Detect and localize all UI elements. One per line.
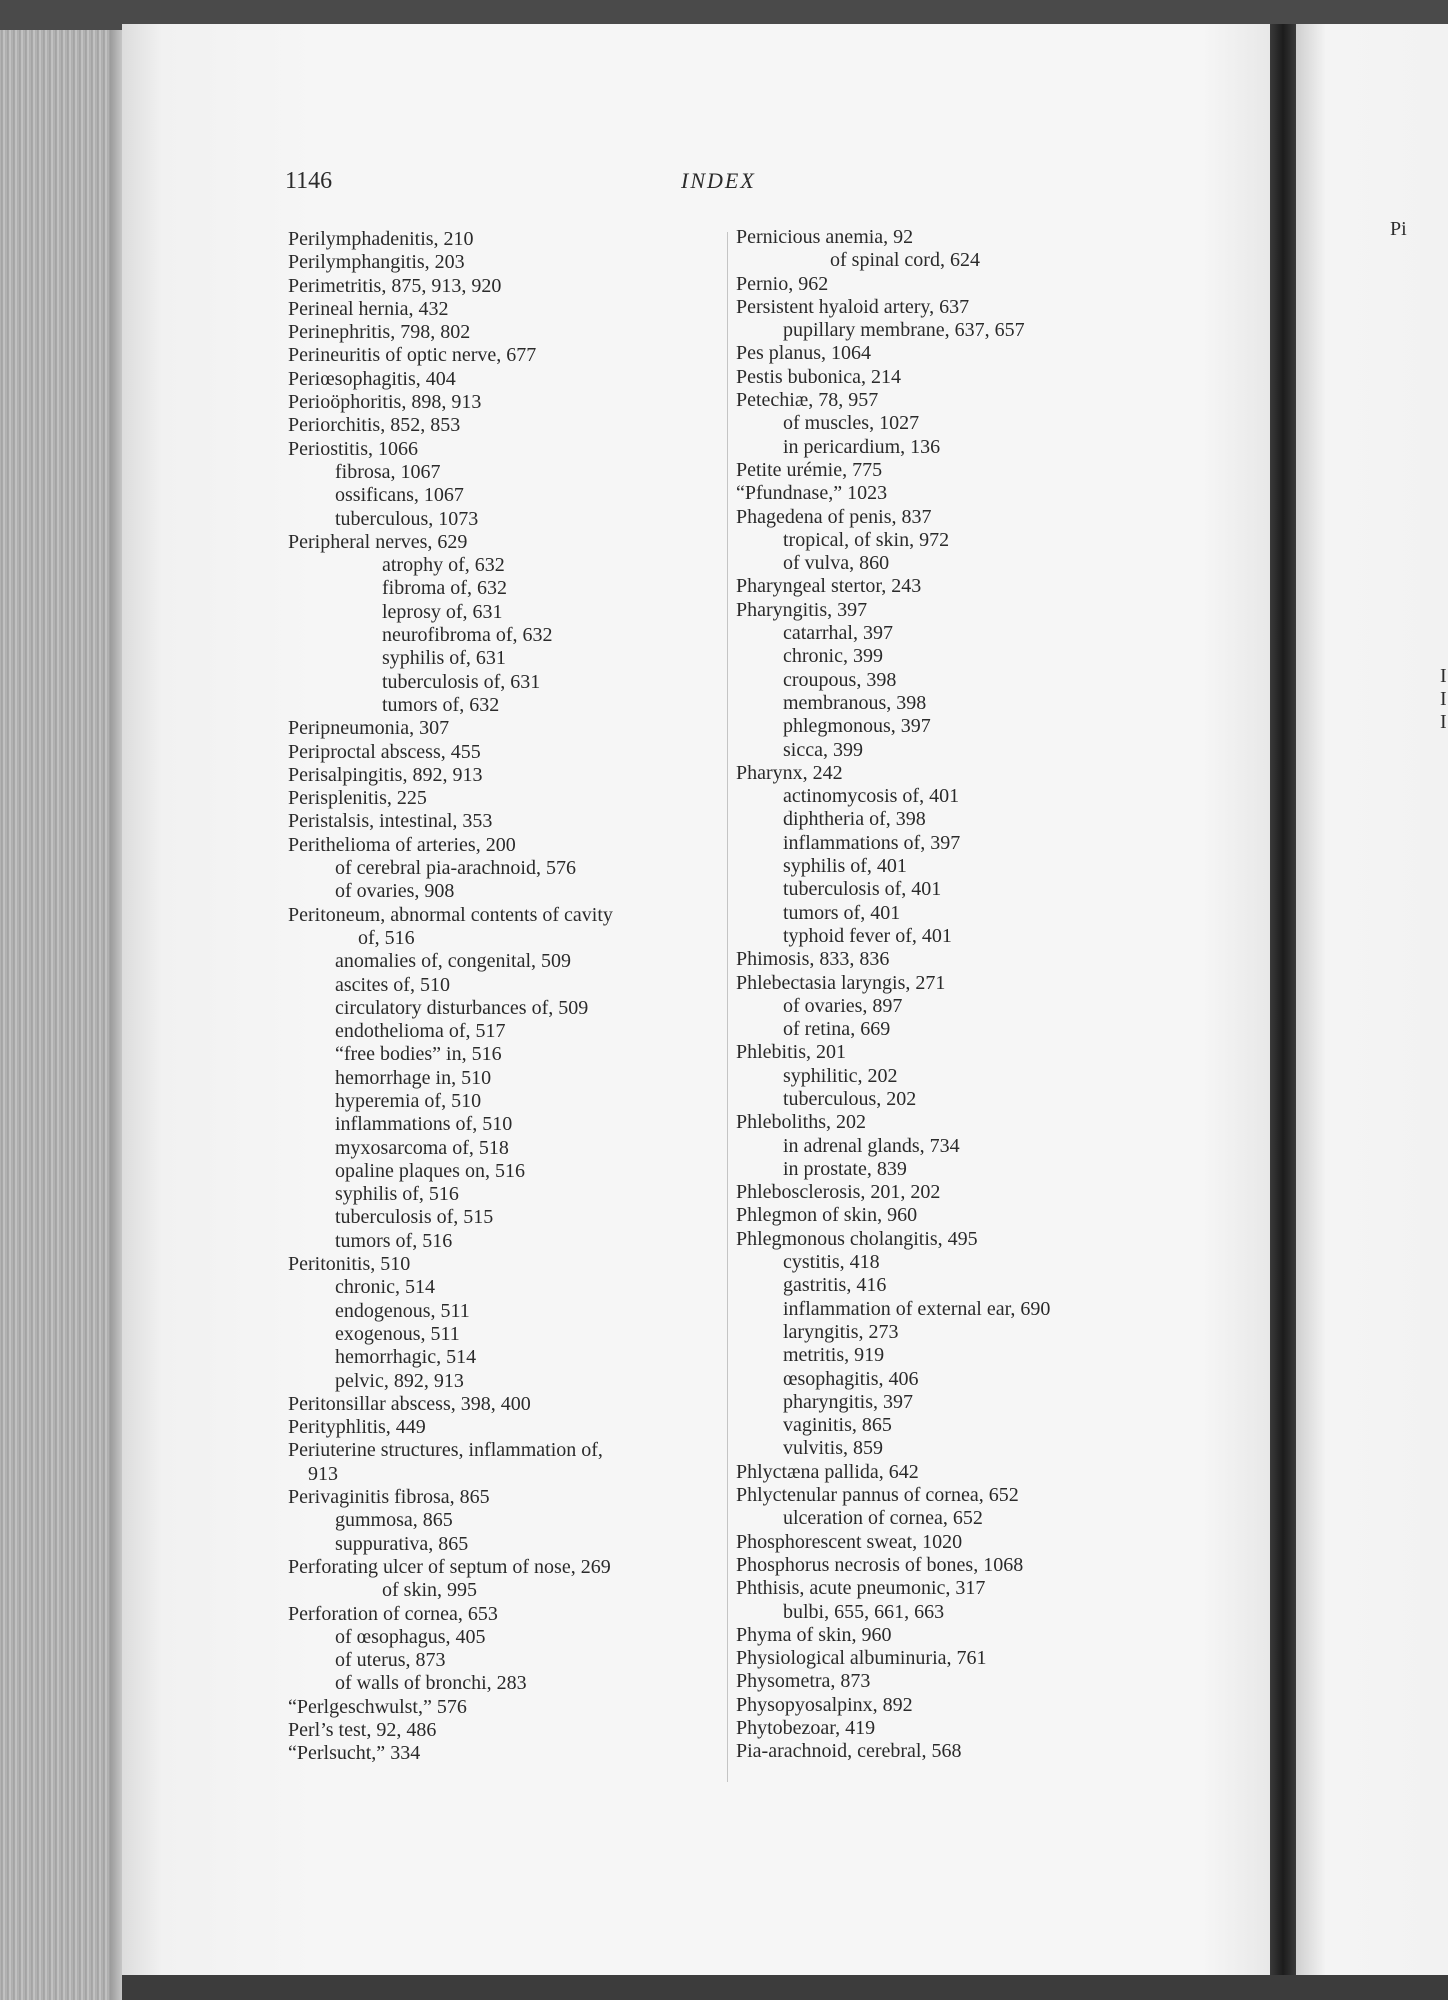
index-subentry: sicca, 399 bbox=[783, 738, 863, 761]
index-subentry: tumors of, 401 bbox=[783, 901, 901, 924]
index-entry: Perivaginitis fibrosa, 865 bbox=[288, 1486, 490, 1509]
index-entry: Phagedena of penis, 837 bbox=[736, 505, 932, 528]
index-subentry: metritis, 919 bbox=[783, 1344, 885, 1367]
index-subentry: ascites of, 510 bbox=[335, 973, 450, 996]
index-subentry: of vulva, 860 bbox=[783, 552, 890, 575]
index-subentry: inflammations of, 397 bbox=[783, 831, 961, 854]
index-subentry: in prostate, 839 bbox=[783, 1157, 907, 1180]
book-page-edges bbox=[0, 30, 126, 2000]
facing-page-fragment-top: Pi bbox=[1390, 218, 1407, 240]
index-entry: Periproctal abscess, 455 bbox=[288, 740, 481, 763]
index-entry: Perl’s test, 92, 486 bbox=[288, 1719, 437, 1741]
index-subentry: gummosa, 865 bbox=[335, 1509, 453, 1532]
index-subentry: hemorrhage in, 510 bbox=[335, 1066, 492, 1089]
index-entry: Phlyctæna pallida, 642 bbox=[736, 1460, 919, 1483]
index-subentry: syphilitic, 202 bbox=[783, 1064, 898, 1087]
index-entry: Perithelioma of arteries, 200 bbox=[288, 833, 516, 856]
index-subentry: suppurativa, 865 bbox=[335, 1532, 469, 1555]
index-subentry: of, 516 bbox=[358, 926, 415, 949]
index-subentry: of œsophagus, 405 bbox=[335, 1625, 486, 1648]
index-entry: Peripneumonia, 307 bbox=[288, 717, 450, 740]
facing-page-fragment-mid: I bbox=[1440, 665, 1447, 687]
index-subentry: exogenous, 511 bbox=[335, 1322, 460, 1345]
index-entry: Perineal hernia, 432 bbox=[288, 297, 449, 320]
index-subentry: of ovaries, 908 bbox=[335, 880, 455, 903]
index-entry: Pharyngitis, 397 bbox=[736, 598, 868, 621]
index-subentry: actinomycosis of, 401 bbox=[783, 785, 960, 808]
index-subentry: opaline plaques on, 516 bbox=[335, 1159, 525, 1182]
index-subentry: tuberculous, 202 bbox=[783, 1087, 917, 1110]
index-subentry: croupous, 398 bbox=[783, 668, 897, 691]
index-entry: Periorchitis, 852, 853 bbox=[288, 414, 461, 437]
index-subentry: hyperemia of, 510 bbox=[335, 1089, 482, 1112]
index-entry: Petite urémie, 775 bbox=[736, 458, 883, 481]
index-subentry: circulatory disturbances of, 509 bbox=[335, 996, 589, 1019]
index-subentry: catarrhal, 397 bbox=[783, 622, 893, 645]
index-entry: Phlebitis, 201 bbox=[736, 1041, 847, 1064]
index-column-left bbox=[288, 228, 728, 1766]
index-subentry: pharyngitis, 397 bbox=[783, 1390, 913, 1413]
index-entry: Peripheral nerves, 629 bbox=[288, 530, 468, 553]
index-entry: “Pfundnase,” 1023 bbox=[736, 482, 888, 505]
index-entry: Pes planus, 1064 bbox=[736, 342, 871, 365]
index-subentry: of ovaries, 897 bbox=[783, 994, 903, 1017]
index-entry: Perforating ulcer of septum of nose, 269 bbox=[288, 1555, 611, 1578]
index-entry: Phosphorescent sweat, 1020 bbox=[736, 1530, 963, 1553]
index-subentry: hemorrhagic, 514 bbox=[335, 1346, 477, 1369]
index-entry: Pernicious anemia, 92 bbox=[736, 226, 914, 248]
index-subentry: tuberculous, 1073 bbox=[335, 507, 479, 530]
facing-page bbox=[1296, 24, 1448, 2000]
index-subentry: in pericardium, 136 bbox=[783, 435, 941, 458]
index-entry: Phthisis, acute pneumonic, 317 bbox=[736, 1577, 986, 1600]
index-subentry: ossificans, 1067 bbox=[335, 484, 464, 507]
page-number: 1146 bbox=[285, 168, 333, 194]
index-subentry: inflammations of, 510 bbox=[335, 1113, 513, 1136]
index-subentry: tropical, of skin, 972 bbox=[783, 528, 950, 551]
index-subentry: œsophagitis, 406 bbox=[783, 1367, 919, 1390]
book-gutter bbox=[1270, 24, 1296, 2000]
index-subentry: syphilis of, 516 bbox=[335, 1183, 459, 1206]
index-entry: Perinephritis, 798, 802 bbox=[288, 321, 471, 344]
index-subentry: fibroma of, 632 bbox=[382, 577, 507, 600]
index-entry: Perforation of cornea, 653 bbox=[288, 1602, 498, 1625]
index-entry: Phimosis, 833, 836 bbox=[736, 948, 890, 971]
facing-page-fragment-mid-3: I bbox=[1440, 711, 1447, 733]
index-subentry: vaginitis, 865 bbox=[783, 1414, 892, 1437]
index-entry: Perimetritis, 875, 913, 920 bbox=[288, 274, 502, 297]
index-subentry: chronic, 514 bbox=[335, 1276, 435, 1299]
index-subentry: chronic, 399 bbox=[783, 645, 883, 668]
index-entry: Pia-arachnoid, cerebral, 568 bbox=[736, 1740, 962, 1763]
index-subentry: of spinal cord, 624 bbox=[830, 249, 980, 272]
index-subentry: of walls of bronchi, 283 bbox=[335, 1672, 527, 1695]
index-entry: Physometra, 873 bbox=[736, 1670, 871, 1693]
index-entry: Perilymphangitis, 203 bbox=[288, 251, 465, 274]
index-entry: “Perlgeschwulst,” 576 bbox=[288, 1695, 467, 1718]
index-entry: Perioöphoritis, 898, 913 bbox=[288, 391, 482, 414]
index-subentry: fibrosa, 1067 bbox=[335, 460, 441, 483]
index-subentry: of uterus, 873 bbox=[335, 1649, 446, 1672]
index-subentry: leprosy of, 631 bbox=[382, 600, 503, 623]
index-subentry: diphtheria of, 398 bbox=[783, 808, 926, 831]
index-entry: Perityphlitis, 449 bbox=[288, 1416, 426, 1439]
index-entry: Pernio, 962 bbox=[736, 272, 829, 295]
index-subentry: “free bodies” in, 516 bbox=[335, 1043, 502, 1066]
index-subentry: vulvitis, 859 bbox=[783, 1437, 884, 1460]
index-entry: Periuterine structures, inflammation of, bbox=[288, 1439, 603, 1462]
index-subentry: bulbi, 655, 661, 663 bbox=[783, 1600, 945, 1623]
index-subentry: tuberculosis of, 515 bbox=[335, 1206, 494, 1229]
index-subentry: syphilis of, 631 bbox=[382, 647, 506, 670]
running-head: INDEX bbox=[681, 168, 756, 193]
index-subentry: pelvic, 892, 913 bbox=[335, 1369, 464, 1392]
index-entry: Physiological albuminuria, 761 bbox=[736, 1647, 987, 1670]
index-subentry: myxosarcoma of, 518 bbox=[335, 1136, 509, 1159]
index-entry: Periœsophagitis, 404 bbox=[288, 367, 456, 390]
index-entry: Peritonsillar abscess, 398, 400 bbox=[288, 1392, 531, 1415]
index-subentry: gastritis, 416 bbox=[783, 1274, 887, 1297]
index-subentry: tumors of, 516 bbox=[335, 1229, 453, 1252]
index-entry: Pharynx, 242 bbox=[736, 761, 843, 784]
index-entry: Phlebectasia laryngis, 271 bbox=[736, 971, 946, 994]
index-subentry: of muscles, 1027 bbox=[783, 412, 920, 435]
index-entry: Phytobezoar, 419 bbox=[736, 1717, 876, 1739]
index-subentry: cystitis, 418 bbox=[783, 1251, 880, 1274]
index-subentry: in adrenal glands, 734 bbox=[783, 1134, 960, 1157]
index-subentry: 913 bbox=[308, 1462, 338, 1485]
index-subentry: tuberculosis of, 631 bbox=[382, 670, 541, 693]
index-entry: Phyma of skin, 960 bbox=[736, 1623, 892, 1646]
index-entry: Perineuritis of optic nerve, 677 bbox=[288, 344, 537, 367]
index-subentry: membranous, 398 bbox=[783, 691, 927, 714]
index-entry: Petechiæ, 78, 957 bbox=[736, 389, 879, 412]
index-subentry: of skin, 995 bbox=[382, 1579, 477, 1602]
index-entry: Phlegmon of skin, 960 bbox=[736, 1204, 918, 1227]
facing-page-fragment-mid-2: I bbox=[1440, 688, 1447, 710]
index-column-right bbox=[736, 226, 1156, 1764]
index-subentry: pupillary membrane, 637, 657 bbox=[783, 319, 1025, 342]
index-subentry: inflammation of external ear, 690 bbox=[783, 1297, 1051, 1320]
index-subentry: laryngitis, 273 bbox=[783, 1320, 899, 1343]
index-subentry: ulceration of cornea, 652 bbox=[783, 1507, 983, 1530]
index-subentry: of retina, 669 bbox=[783, 1018, 891, 1041]
index-entry: Perisplenitis, 225 bbox=[288, 787, 427, 810]
index-subentry: tumors of, 632 bbox=[382, 693, 500, 716]
index-entry: “Perlsucht,” 334 bbox=[288, 1742, 421, 1765]
index-entry: Perisalpingitis, 892, 913 bbox=[288, 763, 483, 786]
index-subentry: typhoid fever of, 401 bbox=[783, 924, 952, 947]
index-entry: Phlegmonous cholangitis, 495 bbox=[736, 1227, 978, 1250]
index-entry: Phlebosclerosis, 201, 202 bbox=[736, 1181, 941, 1204]
index-entry: Pharyngeal stertor, 243 bbox=[736, 575, 922, 598]
index-entry: Pestis bubonica, 214 bbox=[736, 365, 901, 388]
index-entry: Peristalsis, intestinal, 353 bbox=[288, 810, 493, 833]
index-subentry: of cerebral pia-arachnoid, 576 bbox=[335, 857, 576, 880]
index-subentry: phlegmonous, 397 bbox=[783, 715, 931, 738]
index-entry: Peritonitis, 510 bbox=[288, 1253, 411, 1276]
index-entry: Persistent hyaloid artery, 637 bbox=[736, 295, 970, 318]
index-subentry: endogenous, 511 bbox=[335, 1299, 470, 1322]
index-entry: Peritoneum, abnormal contents of cavity bbox=[288, 903, 613, 926]
index-subentry: atrophy of, 632 bbox=[382, 554, 505, 577]
index-subentry: endothelioma of, 517 bbox=[335, 1020, 506, 1043]
index-entry: Phlyctenular pannus of cornea, 652 bbox=[736, 1484, 1019, 1507]
index-entry: Perilymphadenitis, 210 bbox=[288, 228, 474, 250]
index-subentry: tuberculosis of, 401 bbox=[783, 878, 942, 901]
scan-bottom-edge bbox=[122, 1975, 1448, 2000]
index-subentry: anomalies of, congenital, 509 bbox=[335, 950, 572, 973]
index-entry: Phosphorus necrosis of bones, 1068 bbox=[736, 1553, 1024, 1576]
index-subentry: syphilis of, 401 bbox=[783, 855, 907, 878]
index-subentry: neurofibroma of, 632 bbox=[382, 624, 553, 647]
index-entry: Phleboliths, 202 bbox=[736, 1111, 867, 1134]
index-entry: Periostitis, 1066 bbox=[288, 437, 419, 460]
index-entry: Physopyosalpinx, 892 bbox=[736, 1693, 913, 1716]
